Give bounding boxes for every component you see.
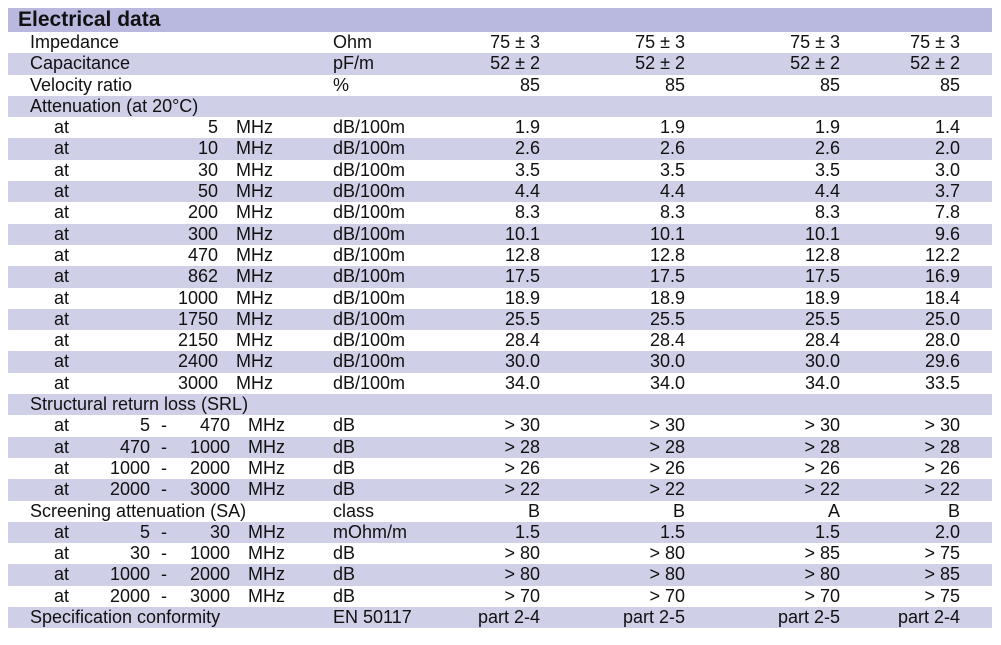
- frequency-value: 3000: [177, 372, 218, 393]
- value-col-3: 4.4: [814, 181, 840, 202]
- value-col-2: 1.9: [659, 117, 685, 138]
- value-col-3: 75 ± 3: [790, 32, 840, 52]
- value-col-3: 18.9: [804, 287, 840, 308]
- row-unit: dB/100m: [333, 266, 406, 287]
- electrical-data-table: [8, 8, 992, 628]
- frequency-unit: MHz: [248, 521, 285, 542]
- value-col-3: part 2-5: [777, 607, 840, 628]
- frequency-value: 5: [207, 117, 218, 138]
- frequency-value: 2150: [177, 330, 218, 351]
- row-label: Capacitance: [30, 53, 131, 74]
- frequency-value: 300: [187, 223, 218, 244]
- value-col-4: 75 ± 3: [910, 32, 960, 52]
- sa-row: [8, 564, 992, 585]
- attenuation-row: [8, 351, 992, 372]
- value-col-3: 1.5: [814, 521, 840, 542]
- range-to: 2000: [189, 457, 230, 478]
- range-from: 5: [139, 521, 150, 542]
- value-col-2: 52 ± 2: [635, 53, 685, 74]
- value-col-2: 85: [664, 74, 685, 95]
- value-col-1: 3.5: [514, 159, 540, 180]
- value-col-2: > 80: [649, 543, 685, 564]
- value-col-2: 28.4: [649, 330, 685, 351]
- velocity-ratio-row: [8, 75, 992, 96]
- sa-row: [8, 522, 992, 543]
- range-dash: -: [161, 457, 167, 478]
- row-unit: pF/m: [333, 53, 375, 74]
- value-col-4: > 75: [924, 543, 960, 564]
- frequency-unit: MHz: [236, 351, 273, 372]
- frequency-unit: MHz: [248, 415, 285, 436]
- at-label: at: [54, 415, 70, 436]
- range-dash: -: [161, 564, 167, 585]
- value-col-2: 3.5: [659, 159, 685, 180]
- value-col-4: 25.0: [924, 308, 960, 329]
- value-col-3: 85: [819, 74, 840, 95]
- sa-row: [8, 586, 992, 607]
- frequency-value: 2400: [177, 351, 218, 372]
- attenuation-row: [8, 160, 992, 181]
- value-col-3: 3.5: [814, 159, 840, 180]
- row-unit: dB: [333, 479, 356, 500]
- value-col-1: 1.9: [514, 117, 540, 138]
- value-col-2: part 2-5: [622, 607, 685, 628]
- attenuation-row: [8, 309, 992, 330]
- frequency-unit: MHz: [248, 585, 285, 606]
- value-col-3: > 70: [804, 585, 840, 606]
- at-label: at: [54, 266, 70, 287]
- section-heading: Screening attenuation (SA): [30, 500, 247, 521]
- row-unit: Ohm: [333, 32, 373, 52]
- range-to: 3000: [189, 479, 230, 500]
- conformity-row: [8, 607, 992, 628]
- attenuation-row: [8, 373, 992, 394]
- value-col-3: 52 ± 2: [790, 53, 840, 74]
- value-col-1: > 30: [504, 415, 540, 436]
- attenuation-rows: [8, 117, 992, 394]
- range-from: 30: [129, 543, 150, 564]
- value-col-4: 12.2: [924, 244, 960, 265]
- value-col-4: part 2-4: [897, 607, 960, 628]
- value-col-4: 18.4: [924, 287, 960, 308]
- row-label: Impedance: [30, 32, 120, 52]
- range-dash: -: [161, 436, 167, 457]
- value-col-2: 30.0: [649, 351, 685, 372]
- value-col-4: 52 ± 2: [910, 53, 960, 74]
- at-label: at: [54, 244, 70, 265]
- impedance-row: [8, 32, 992, 53]
- value-col-2: > 70: [649, 585, 685, 606]
- attenuation-row: [8, 138, 992, 159]
- at-label: at: [54, 436, 70, 457]
- value-col-4: B: [947, 500, 960, 521]
- at-label: at: [54, 287, 70, 308]
- value-col-1: > 80: [504, 543, 540, 564]
- value-col-1: 12.8: [504, 244, 540, 265]
- frequency-unit: MHz: [248, 564, 285, 585]
- range-to: 1000: [189, 436, 230, 457]
- row-unit: dB/100m: [333, 202, 406, 223]
- value-col-2: 18.9: [649, 287, 685, 308]
- table-title: Electrical data: [18, 8, 161, 31]
- value-col-2: 75 ± 3: [635, 32, 685, 52]
- row-unit: dB: [333, 543, 356, 564]
- value-col-2: > 22: [649, 479, 685, 500]
- value-col-3: > 28: [804, 436, 840, 457]
- frequency-value: 10: [197, 138, 218, 159]
- frequency-unit: MHz: [236, 372, 273, 393]
- value-col-3: > 26: [804, 457, 840, 478]
- attenuation-row: [8, 245, 992, 266]
- value-col-4: 1.4: [934, 117, 960, 138]
- row-unit: dB/100m: [333, 308, 406, 329]
- row-unit: class: [333, 500, 375, 521]
- range-from: 470: [119, 436, 150, 457]
- at-label: at: [54, 117, 70, 138]
- row-unit: EN 50117: [333, 607, 412, 628]
- value-col-3: > 80: [804, 564, 840, 585]
- frequency-value: 470: [187, 244, 218, 265]
- frequency-unit: MHz: [236, 117, 273, 138]
- value-col-3: 25.5: [804, 308, 840, 329]
- value-col-4: 2.0: [934, 521, 960, 542]
- srl-rows: [8, 415, 992, 500]
- frequency-unit: MHz: [236, 308, 273, 329]
- frequency-unit: MHz: [236, 138, 273, 159]
- row-unit: dB/100m: [333, 223, 406, 244]
- value-col-2: 17.5: [649, 266, 685, 287]
- row-unit: dB: [333, 457, 356, 478]
- row-label: Specification conformity: [30, 607, 221, 628]
- range-from: 5: [139, 415, 150, 436]
- value-col-1: > 80: [504, 564, 540, 585]
- frequency-unit: MHz: [236, 223, 273, 244]
- value-col-2: 34.0: [649, 372, 685, 393]
- section-heading: Attenuation (at 20°C): [30, 95, 199, 116]
- value-col-4: 85: [939, 74, 960, 95]
- attenuation-row: [8, 202, 992, 223]
- value-col-4: > 30: [924, 415, 960, 436]
- value-col-1: > 70: [504, 585, 540, 606]
- at-label: at: [54, 479, 70, 500]
- value-col-2: > 28: [649, 436, 685, 457]
- row-unit: dB/100m: [333, 330, 406, 351]
- at-label: at: [54, 543, 70, 564]
- value-col-2: 12.8: [649, 244, 685, 265]
- range-from: 2000: [109, 479, 150, 500]
- row-unit: dB/100m: [333, 372, 406, 393]
- value-col-4: 3.7: [934, 181, 960, 202]
- at-label: at: [54, 351, 70, 372]
- at-label: at: [54, 181, 70, 202]
- row-unit: dB/100m: [333, 117, 406, 138]
- at-label: at: [54, 564, 70, 585]
- frequency-unit: MHz: [248, 543, 285, 564]
- value-col-2: > 26: [649, 457, 685, 478]
- value-col-1: 75 ± 3: [490, 32, 540, 52]
- range-dash: -: [161, 585, 167, 606]
- row-unit: %: [333, 74, 350, 95]
- at-label: at: [54, 159, 70, 180]
- value-col-2: B: [672, 500, 685, 521]
- value-col-4: 9.6: [934, 223, 960, 244]
- value-col-4: > 75: [924, 585, 960, 606]
- value-col-1: 1.5: [514, 521, 540, 542]
- at-label: at: [54, 585, 70, 606]
- frequency-unit: MHz: [236, 202, 273, 223]
- row-unit: dB/100m: [333, 287, 406, 308]
- range-from: 1000: [109, 564, 150, 585]
- value-col-1: 52 ± 2: [490, 53, 540, 74]
- range-from: 2000: [109, 585, 150, 606]
- at-label: at: [54, 202, 70, 223]
- sa-row: [8, 543, 992, 564]
- at-label: at: [54, 521, 70, 542]
- value-col-3: 17.5: [804, 266, 840, 287]
- frequency-unit: MHz: [236, 159, 273, 180]
- frequency-unit: MHz: [248, 479, 285, 500]
- row-unit: dB/100m: [333, 159, 406, 180]
- row-unit: dB/100m: [333, 244, 406, 265]
- srl-row: [8, 415, 992, 436]
- row-unit: dB/100m: [333, 351, 406, 372]
- value-col-3: > 85: [804, 543, 840, 564]
- frequency-value: 1000: [177, 287, 218, 308]
- attenuation-row: [8, 266, 992, 287]
- value-col-1: 2.6: [514, 138, 540, 159]
- row-unit: dB: [333, 564, 356, 585]
- value-col-1: 30.0: [504, 351, 540, 372]
- value-col-4: 33.5: [924, 372, 960, 393]
- value-col-1: 17.5: [504, 266, 540, 287]
- value-col-3: 12.8: [804, 244, 840, 265]
- at-label: at: [54, 223, 70, 244]
- frequency-unit: MHz: [248, 436, 285, 457]
- frequency-unit: MHz: [236, 266, 273, 287]
- value-col-2: 4.4: [659, 181, 685, 202]
- section-heading: Structural return loss (SRL): [30, 394, 249, 415]
- row-unit: mOhm/m: [333, 521, 407, 542]
- value-col-1: B: [527, 500, 540, 521]
- attenuation-row: [8, 181, 992, 202]
- value-col-1: 85: [519, 74, 540, 95]
- value-col-2: > 80: [649, 564, 685, 585]
- attenuation-row: [8, 224, 992, 245]
- value-col-2: 1.5: [659, 521, 685, 542]
- value-col-3: > 22: [804, 479, 840, 500]
- value-col-4: > 28: [924, 436, 960, 457]
- frequency-value: 50: [197, 181, 218, 202]
- range-to: 1000: [189, 543, 230, 564]
- range-dash: -: [161, 479, 167, 500]
- value-col-1: 28.4: [504, 330, 540, 351]
- value-col-2: 10.1: [649, 223, 685, 244]
- range-dash: -: [161, 415, 167, 436]
- value-col-3: 28.4: [804, 330, 840, 351]
- row-label: Velocity ratio: [30, 74, 133, 95]
- range-to: 3000: [189, 585, 230, 606]
- row-unit: dB: [333, 585, 356, 606]
- value-col-2: 25.5: [649, 308, 685, 329]
- row-unit: dB: [333, 436, 356, 457]
- value-col-4: 28.0: [924, 330, 960, 351]
- value-col-1: 18.9: [504, 287, 540, 308]
- value-col-4: 3.0: [934, 159, 960, 180]
- value-col-3: 8.3: [814, 202, 840, 223]
- value-col-1: 34.0: [504, 372, 540, 393]
- value-col-1: > 22: [504, 479, 540, 500]
- value-col-1: > 26: [504, 457, 540, 478]
- at-label: at: [54, 372, 70, 393]
- value-col-4: > 26: [924, 457, 960, 478]
- value-col-2: 8.3: [659, 202, 685, 223]
- value-col-4: 16.9: [924, 266, 960, 287]
- srl-row: [8, 458, 992, 479]
- range-to: 30: [209, 521, 230, 542]
- srl-heading-row: [8, 394, 992, 415]
- value-col-3: 10.1: [804, 223, 840, 244]
- sa-rows: [8, 522, 992, 607]
- srl-row: [8, 479, 992, 500]
- attenuation-row: [8, 117, 992, 138]
- at-label: at: [54, 138, 70, 159]
- row-unit: dB/100m: [333, 181, 406, 202]
- value-col-4: > 22: [924, 479, 960, 500]
- row-unit: dB/100m: [333, 138, 406, 159]
- range-to: 2000: [189, 564, 230, 585]
- at-label: at: [54, 330, 70, 351]
- frequency-unit: MHz: [236, 181, 273, 202]
- value-col-1: 4.4: [514, 181, 540, 202]
- frequency-value: 1750: [177, 308, 218, 329]
- attenuation-row: [8, 330, 992, 351]
- value-col-1: part 2-4: [477, 607, 540, 628]
- value-col-4: 29.6: [924, 351, 960, 372]
- capacitance-row: [8, 53, 992, 74]
- range-dash: -: [161, 521, 167, 542]
- frequency-value: 862: [187, 266, 218, 287]
- value-col-4: 2.0: [934, 138, 960, 159]
- frequency-unit: MHz: [248, 457, 285, 478]
- value-col-2: > 30: [649, 415, 685, 436]
- range-to: 470: [199, 415, 230, 436]
- frequency-unit: MHz: [236, 287, 273, 308]
- value-col-3: 2.6: [814, 138, 840, 159]
- at-label: at: [54, 308, 70, 329]
- value-col-1: 10.1: [504, 223, 540, 244]
- sa-heading-row: [8, 501, 992, 522]
- at-label: at: [54, 457, 70, 478]
- frequency-value: 200: [187, 202, 218, 223]
- value-col-3: > 30: [804, 415, 840, 436]
- srl-row: [8, 437, 992, 458]
- frequency-value: 30: [197, 159, 218, 180]
- frequency-unit: MHz: [236, 244, 273, 265]
- value-col-3: 1.9: [814, 117, 840, 138]
- table-title-row: [8, 8, 992, 32]
- value-col-4: 7.8: [934, 202, 960, 223]
- frequency-unit: MHz: [236, 330, 273, 351]
- value-col-1: 25.5: [504, 308, 540, 329]
- attenuation-row: [8, 288, 992, 309]
- value-col-3: 30.0: [804, 351, 840, 372]
- range-from: 1000: [109, 457, 150, 478]
- value-col-4: > 85: [924, 564, 960, 585]
- range-dash: -: [161, 543, 167, 564]
- attenuation-heading-row: [8, 96, 992, 117]
- value-col-3: A: [827, 500, 840, 521]
- row-unit: dB: [333, 415, 356, 436]
- value-col-2: 2.6: [659, 138, 685, 159]
- value-col-1: > 28: [504, 436, 540, 457]
- value-col-3: 34.0: [804, 372, 840, 393]
- value-col-1: 8.3: [514, 202, 540, 223]
